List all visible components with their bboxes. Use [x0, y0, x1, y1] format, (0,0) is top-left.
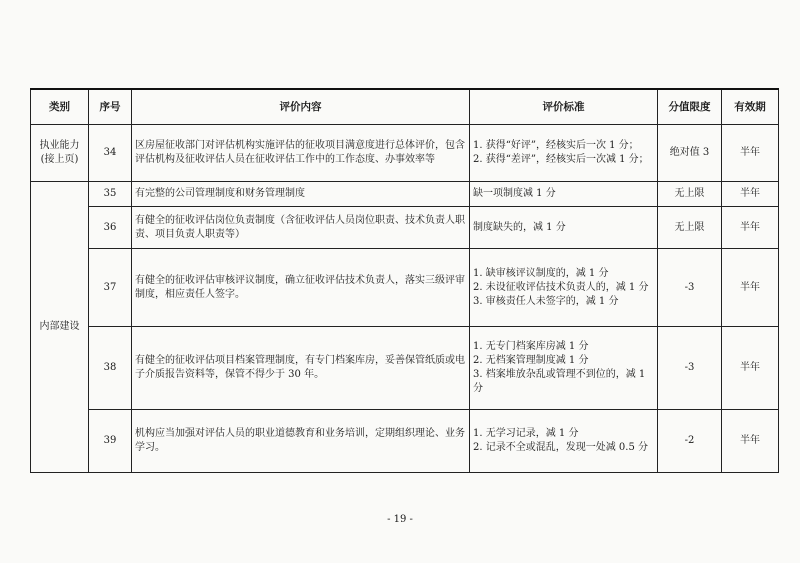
- standard-item: 1. 获得“好评”，经核实后一次 1 分；: [473, 139, 639, 151]
- category-cell: [31, 181, 89, 472]
- header-number: 序号: [89, 89, 132, 124]
- header-validity: 有效期: [722, 89, 779, 124]
- row-content: 区房屋征收部门对评估机构实施评估的征收项目满意度进行总体评价，包含评估机构及征收评估人员在征收评估工作中的工作态度、办事效率等: [132, 124, 470, 181]
- table-row: [31, 249, 779, 327]
- header-content: 评价内容: [132, 89, 470, 124]
- standard-item: 3. 档案堆放杂乱或管理不到位的，减 1 分: [473, 369, 646, 394]
- standard-item: 1. 无学习记录，减 1 分: [473, 427, 579, 439]
- row-limit: -2: [658, 409, 722, 472]
- row-number: 38: [89, 327, 132, 409]
- header-standard: 评价标准: [470, 89, 658, 124]
- standard-item: 1. 缺审核评议制度的，减 1 分: [473, 267, 609, 279]
- row-content: 有健全的征收评估岗位负责制度（含征收评估人员岗位职责、技术负责人职责、项目负责人职责等）: [132, 207, 470, 249]
- standard-item: 制度缺失的，减 1 分: [473, 221, 566, 233]
- row-validity: 半年: [722, 409, 779, 472]
- row-standard: [470, 327, 658, 409]
- header-limit: 分值限度: [658, 89, 722, 124]
- row-validity: 半年: [722, 249, 779, 327]
- table-row: [31, 207, 779, 249]
- standard-item: 3. 审核责任人未签字的，减 1 分: [473, 295, 619, 307]
- row-limit: 绝对值 3: [658, 124, 722, 181]
- row-limit: -3: [658, 327, 722, 409]
- row-content: 机构应当加强对评估人员的职业道德教育和业务培训，定期组织理论、业务学习。: [132, 409, 470, 472]
- row-validity: 半年: [722, 124, 779, 181]
- standard-item: 1. 无专门档案库房减 1 分: [473, 341, 589, 352]
- row-validity: 半年: [722, 181, 779, 206]
- row-limit: 无上限: [658, 207, 722, 249]
- row-limit: 无上限: [658, 181, 722, 206]
- evaluation-table: [30, 88, 779, 473]
- table-row: [31, 124, 779, 181]
- standard-item: 缺一项制度减 1 分: [473, 187, 556, 199]
- row-standard: [470, 124, 658, 181]
- row-number: 34: [89, 124, 132, 181]
- row-content: 有健全的征收评估项目档案管理制度，有专门档案库房，妥善保管纸质或电子介质报告资料等，保管不得少于 30 年。: [132, 327, 470, 409]
- category-cell: [31, 124, 89, 181]
- table-row: [31, 181, 779, 206]
- table-header-row: [31, 89, 779, 124]
- table-row: [31, 409, 779, 472]
- standard-item: 2. 获得“差评”，经核实后一次减 1 分；: [473, 153, 649, 165]
- row-validity: 半年: [722, 327, 779, 409]
- row-number: 35: [89, 181, 132, 206]
- table-row: [31, 327, 779, 409]
- row-content: 有健全的征收评估审核评议制度，确立征收评估技术负责人，落实三级评审制度，相应责任人签字。: [132, 249, 470, 327]
- row-content: 有完整的公司管理制度和财务管理制度: [132, 181, 470, 206]
- row-number: 39: [89, 409, 132, 472]
- category-label: 内部建设: [39, 320, 80, 332]
- row-standard: [470, 249, 658, 327]
- row-standard: [470, 207, 658, 249]
- header-category: 类别: [31, 89, 89, 124]
- standard-item: 2. 未设征收评估技术负责人的，减 1 分: [473, 281, 649, 293]
- row-number: 36: [89, 207, 132, 249]
- page-number: - 19 -: [387, 514, 413, 525]
- standard-item: 2. 记录不全或混乱，发现一处减 0.5 分: [473, 441, 648, 453]
- row-validity: 半年: [722, 207, 779, 249]
- row-limit: -3: [658, 249, 722, 327]
- row-standard: [470, 409, 658, 472]
- category-label: 执业能力 (接上页): [39, 139, 80, 165]
- row-standard: [470, 181, 658, 206]
- row-number: 37: [89, 249, 132, 327]
- standard-item: 2. 无档案管理制度减 1 分: [473, 355, 589, 366]
